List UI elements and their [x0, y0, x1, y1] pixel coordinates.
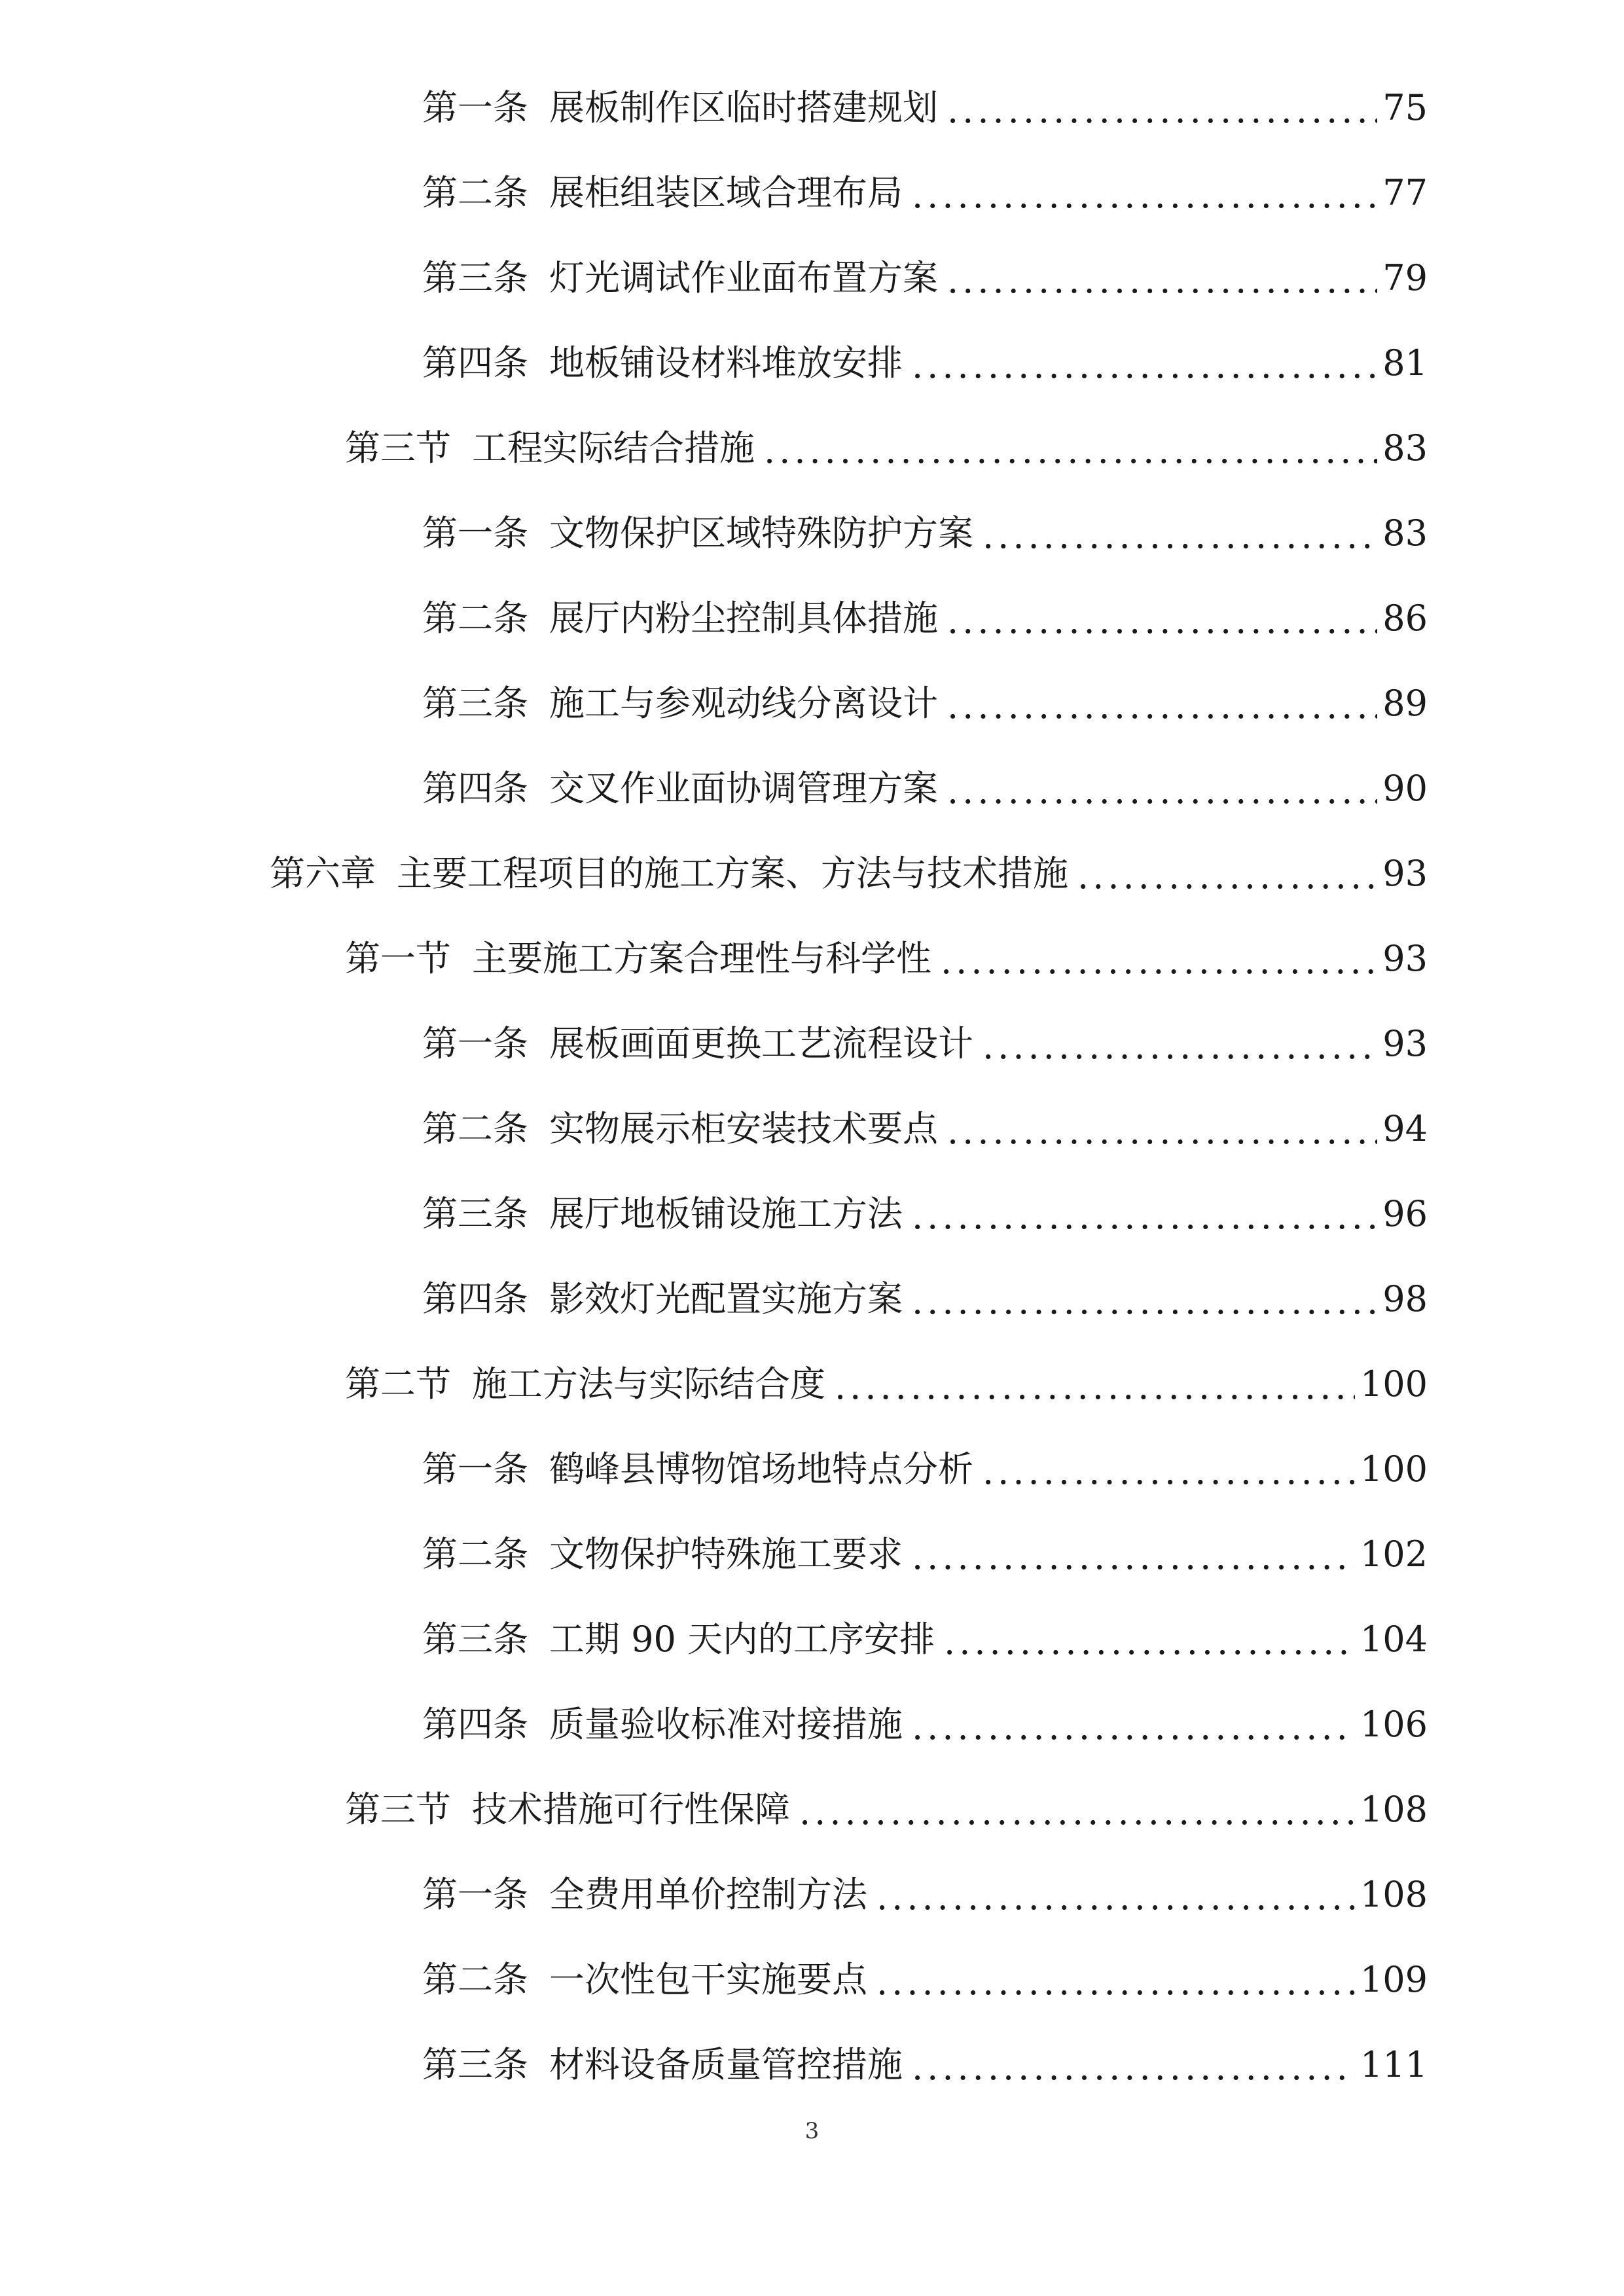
dot-leader [912, 348, 1377, 384]
dot-leader [1077, 859, 1377, 894]
toc-entry-title: 工期 90 天内的工序安排 [549, 1619, 935, 1660]
toc-entry-title: 施工与参观动线分离设计 [549, 683, 938, 724]
toc-entry-article[interactable] [0, 1427, 1624, 1512]
dot-leader [799, 1795, 1355, 1830]
toc-entry-title: 全费用单价控制方法 [549, 1874, 867, 1915]
toc-entry-number: 第二条 [422, 598, 528, 639]
dot-leader [983, 1454, 1355, 1490]
toc-entry-title: 展厅地板铺设施工方法 [549, 1193, 903, 1234]
toc-entry-number: 第三条 [422, 683, 528, 724]
toc-entry-article[interactable] [0, 1001, 1624, 1086]
dot-leader [941, 944, 1377, 979]
toc-entry-page-number: 83 [1382, 427, 1428, 469]
toc-entry-number: 第一条 [422, 512, 528, 554]
dot-leader [835, 1369, 1355, 1405]
toc-entry-title: 展板制作区临时搭建规划 [549, 87, 938, 128]
dot-leader [947, 1114, 1377, 1149]
toc-entry-page-number: 94 [1382, 1108, 1428, 1149]
toc-entry-number: 第二条 [422, 1108, 528, 1149]
page-number: 3 [804, 2118, 820, 2144]
toc-entry-number: 第四条 [422, 1278, 528, 1319]
toc-entry-number: 第一条 [422, 87, 528, 128]
toc-entry-page-number: 77 [1382, 172, 1428, 213]
toc-entry-article[interactable] [0, 321, 1624, 406]
toc-entry-title: 展板画面更换工艺流程设计 [549, 1023, 973, 1064]
dot-leader [983, 1029, 1377, 1064]
toc-entry-title: 材料设备质量管控措施 [549, 2044, 903, 2085]
toc-entry-number: 第四条 [422, 1704, 528, 1745]
toc-entry-article[interactable] [0, 1852, 1624, 1937]
toc-entry-article[interactable] [0, 1937, 1624, 2022]
toc-entry-article[interactable] [0, 65, 1624, 151]
toc-entry-section[interactable] [0, 406, 1624, 491]
toc-entry-number: 第四条 [422, 342, 528, 384]
toc-entry-title: 技术措施可行性保障 [472, 1789, 790, 1830]
toc-entry-number: 第六章 [270, 853, 376, 894]
toc-entry-chapter[interactable] [0, 831, 1624, 916]
toc-entry-page-number: 100 [1360, 1448, 1428, 1490]
dot-leader [912, 1710, 1355, 1745]
toc-entry-page-number: 86 [1382, 598, 1428, 639]
toc-entry-number: 第三节 [345, 1789, 451, 1830]
toc-entry-number: 第二节 [345, 1363, 451, 1405]
dot-leader [983, 518, 1377, 554]
toc-entry-title: 展柜组装区域合理布局 [549, 172, 903, 213]
toc-entry-title: 灯光调试作业面布置方案 [549, 257, 938, 298]
toc-entry-title: 鹤峰县博物馆场地特点分析 [549, 1448, 973, 1490]
dot-leader [947, 603, 1377, 639]
toc-entry-page-number: 75 [1382, 87, 1428, 128]
dot-leader [876, 1880, 1355, 1915]
toc-entry-article[interactable] [0, 151, 1624, 236]
toc-entry-title: 主要施工方案合理性与科学性 [472, 938, 931, 979]
toc-entry-number: 第一条 [422, 1023, 528, 1064]
toc-entry-page-number: 83 [1382, 512, 1428, 554]
toc-entry-title: 主要工程项目的施工方案、方法与技术措施 [397, 853, 1068, 894]
toc-entry-number: 第一条 [422, 1448, 528, 1490]
dot-leader [764, 433, 1377, 469]
toc-entry-page-number: 104 [1360, 1619, 1428, 1660]
toc-entry-article[interactable] [0, 1257, 1624, 1342]
toc-entry-article[interactable] [0, 1172, 1624, 1257]
toc-entry-section[interactable] [0, 1767, 1624, 1852]
toc-entry-page-number: 93 [1382, 1023, 1428, 1064]
dot-leader [912, 2050, 1355, 2085]
toc-entry-page-number: 93 [1382, 853, 1428, 894]
toc-entry-page-number: 90 [1382, 768, 1428, 809]
toc-entry-number: 第二条 [422, 1959, 528, 2000]
toc-entry-page-number: 93 [1382, 938, 1428, 979]
table-of-contents [0, 65, 1624, 2108]
toc-entry-title: 交叉作业面协调管理方案 [549, 768, 938, 809]
toc-entry-title: 展厅内粉尘控制具体措施 [549, 598, 938, 639]
toc-entry-article[interactable] [0, 1597, 1624, 1682]
toc-entry-title: 实物展示柜安装技术要点 [549, 1108, 938, 1149]
toc-entry-page-number: 100 [1360, 1363, 1428, 1405]
toc-entry-number: 第一节 [345, 938, 451, 979]
toc-entry-article[interactable] [0, 746, 1624, 831]
toc-entry-title: 文物保护特殊施工要求 [549, 1534, 903, 1575]
dot-leader [947, 774, 1377, 809]
toc-entry-page-number: 111 [1360, 2044, 1428, 2085]
toc-entry-title: 影效灯光配置实施方案 [549, 1278, 903, 1319]
toc-entry-section[interactable] [0, 1342, 1624, 1427]
toc-entry-title: 工程实际结合措施 [472, 427, 755, 469]
dot-leader [912, 178, 1377, 213]
toc-entry-page-number: 109 [1360, 1959, 1428, 2000]
dot-leader [912, 1539, 1355, 1575]
toc-entry-article[interactable] [0, 2022, 1624, 2108]
toc-entry-page-number: 98 [1382, 1278, 1428, 1319]
toc-entry-number: 第三条 [422, 2044, 528, 2085]
toc-entry-article[interactable] [0, 661, 1624, 746]
dot-leader [947, 689, 1377, 724]
toc-entry-number: 第二条 [422, 172, 528, 213]
toc-entry-article[interactable] [0, 576, 1624, 661]
toc-entry-title: 质量验收标准对接措施 [549, 1704, 903, 1745]
toc-entry-article[interactable] [0, 1512, 1624, 1597]
toc-entry-article[interactable] [0, 236, 1624, 321]
toc-entry-article[interactable] [0, 1086, 1624, 1172]
dot-leader [944, 1624, 1355, 1660]
toc-entry-number: 第二条 [422, 1534, 528, 1575]
toc-entry-title: 文物保护区域特殊防护方案 [549, 512, 973, 554]
toc-entry-page-number: 89 [1382, 683, 1428, 724]
dot-leader [876, 1965, 1355, 2000]
toc-entry-page-number: 96 [1382, 1193, 1428, 1234]
toc-entry-section[interactable] [0, 916, 1624, 1001]
dot-leader [912, 1284, 1377, 1319]
toc-entry-page-number: 108 [1360, 1874, 1428, 1915]
dot-leader [912, 1199, 1377, 1234]
toc-entry-number: 第四条 [422, 768, 528, 809]
toc-entry-number: 第三节 [345, 427, 451, 469]
toc-entry-number: 第一条 [422, 1874, 528, 1915]
toc-entry-page-number: 108 [1360, 1789, 1428, 1830]
toc-entry-title: 一次性包干实施要点 [549, 1959, 867, 2000]
toc-entry-number: 第三条 [422, 1619, 528, 1660]
toc-entry-number: 第三条 [422, 1193, 528, 1234]
dot-leader [947, 263, 1377, 298]
toc-entry-page-number: 102 [1360, 1534, 1428, 1575]
toc-entry-page-number: 81 [1382, 342, 1428, 384]
toc-entry-page-number: 106 [1360, 1704, 1428, 1745]
toc-entry-article[interactable] [0, 1682, 1624, 1767]
toc-entry-title: 施工方法与实际结合度 [472, 1363, 825, 1405]
toc-entry-title: 地板铺设材料堆放安排 [549, 342, 903, 384]
toc-entry-number: 第三条 [422, 257, 528, 298]
dot-leader [947, 93, 1377, 128]
toc-entry-article[interactable] [0, 491, 1624, 576]
toc-entry-page-number: 79 [1382, 257, 1428, 298]
